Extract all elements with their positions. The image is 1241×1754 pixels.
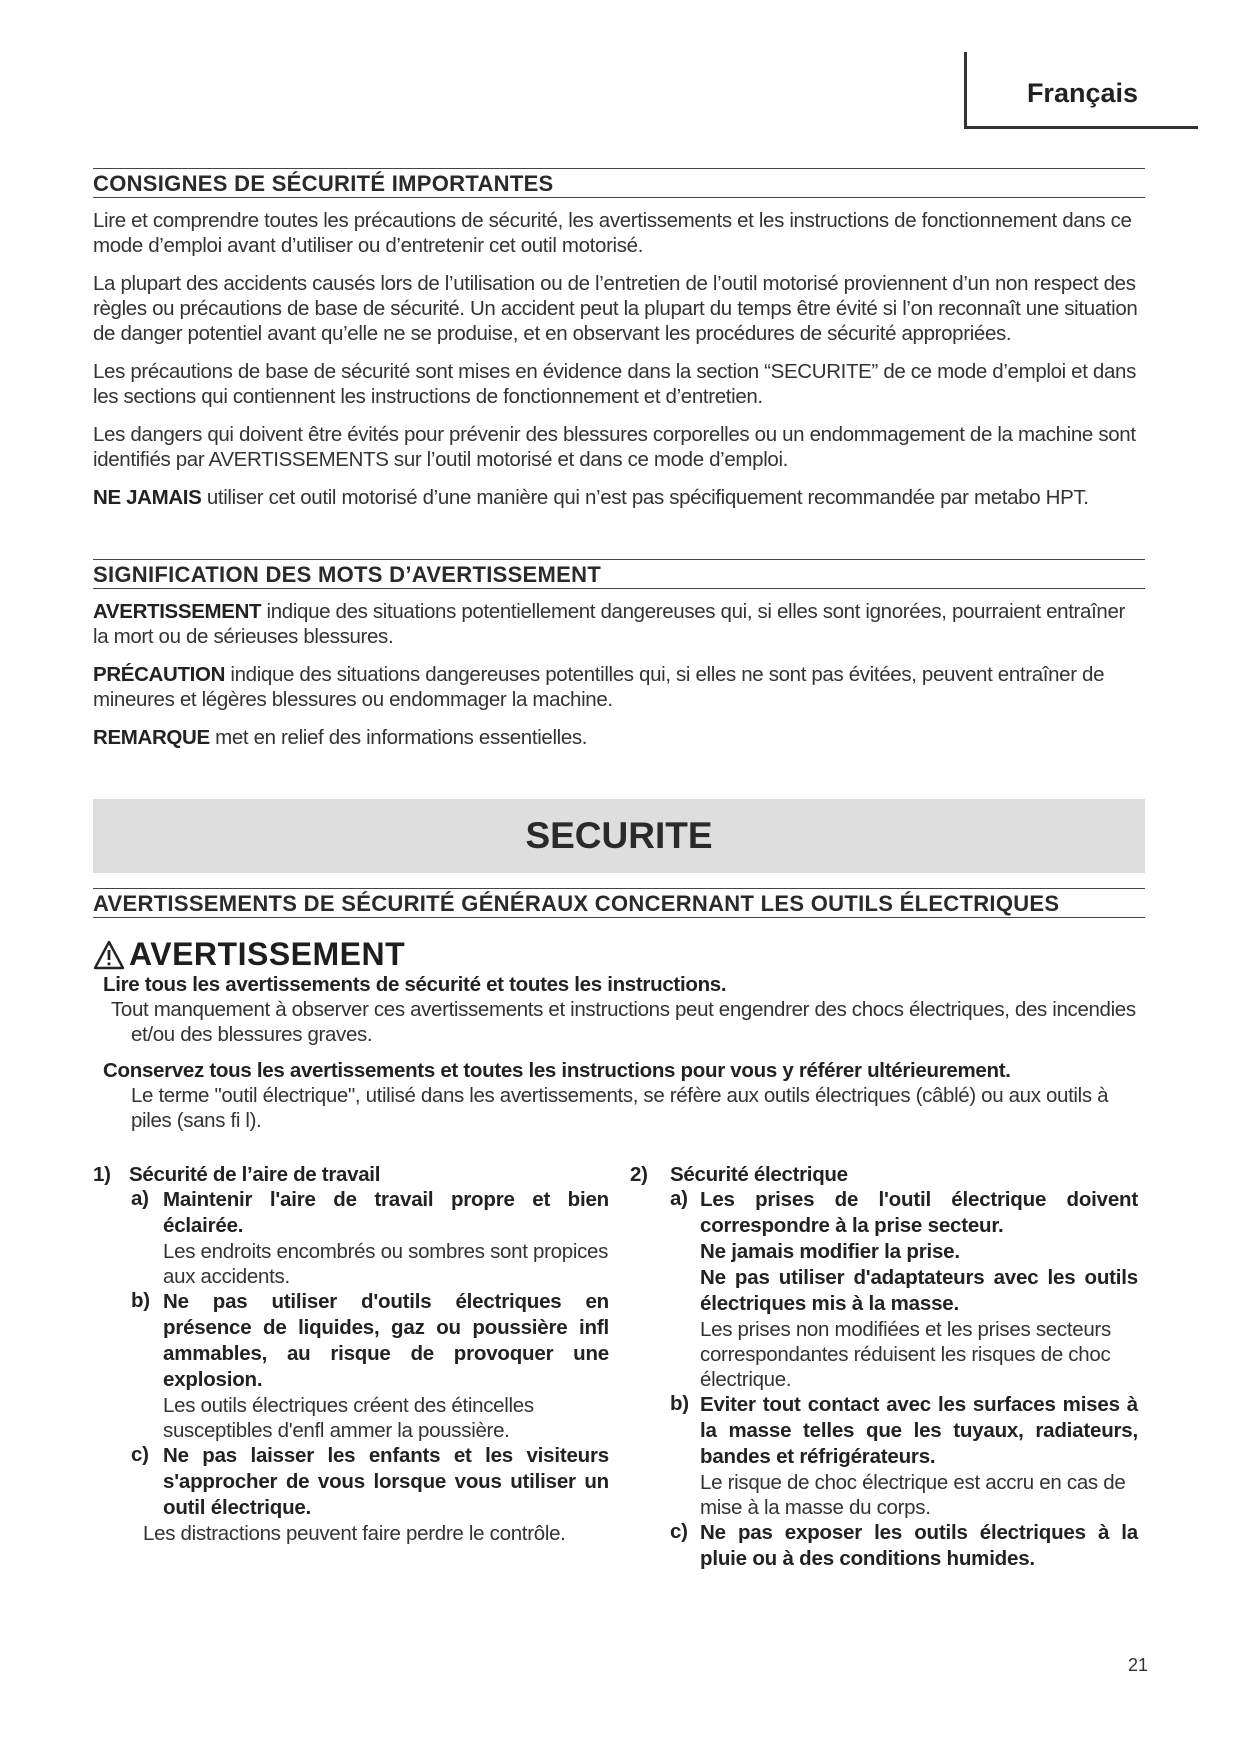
section-signal-words bbox=[93, 559, 1145, 750]
section-heading: CONSIGNES DE SÉCURITÉ IMPORTANTES bbox=[93, 168, 1145, 198]
item-title: Ne pas exposer les outils électriques à la pluie ou à des conditions humides. bbox=[700, 1521, 1138, 1570]
item-title: Ne jamais modifier la prise. bbox=[700, 1240, 960, 1263]
list-heading bbox=[630, 1163, 1138, 1187]
paragraph: Les dangers qui doivent être évités pour prévenir des blessures corporelles ou un endommagement de la machine sont identifiés par AVERTISSEMENTS sur l’outil motorisé et dans ce mode d’emploi. bbox=[93, 423, 1136, 471]
paragraph bbox=[93, 485, 1145, 510]
emphasis: REMARQUE bbox=[93, 726, 210, 749]
section-general-warnings bbox=[93, 888, 1145, 1133]
item-label: b) bbox=[670, 1392, 689, 1415]
emphasis: AVERTISSEMENT bbox=[93, 600, 262, 623]
warning-title: AVERTISSEMENT bbox=[129, 936, 406, 972]
language-label: Français bbox=[1026, 78, 1138, 108]
column-work-area-safety bbox=[93, 1163, 609, 1546]
item-text: Le risque de choc électrique est accru en cas de mise à la masse du corps. bbox=[700, 1471, 1126, 1519]
list-item bbox=[670, 1187, 1138, 1392]
page-number: 21 bbox=[1128, 1655, 1149, 1675]
item-title: Ne pas laisser les enfants et les visiteurs s'approcher de vous lorsque vous utiliser un outil électrique. bbox=[163, 1444, 609, 1519]
section-heading: AVERTISSEMENTS DE SÉCURITÉ GÉNÉRAUX CONCERNANT LES OUTILS ÉLECTRIQUES bbox=[93, 888, 1145, 918]
list-item bbox=[131, 1187, 609, 1289]
item-text: Les distractions peuvent faire perdre le contrôle. bbox=[143, 1522, 566, 1545]
paragraph: La plupart des accidents causés lors de l’utilisation ou de l’entretien de l’outil motorisé proviennent d’un non respect des règles ou précautions de base de sécurité. Un accident peut la plupart du temps être évité si l’on reconnaît une situation de danger potentiel avant qu’elle ne se produise, et en observant les procédures de sécurité appropriées. bbox=[93, 272, 1138, 345]
paragraph-text: indique des situations potentiellement dangereuses qui, si elles sont ignorées, pourraient entraîner la mort ou de sérieuses blessures. bbox=[93, 600, 1126, 648]
item-title: Ne pas utiliser d'adaptateurs avec les outils électriques mis à la masse. bbox=[700, 1266, 1138, 1315]
list-number: 2) bbox=[630, 1163, 648, 1186]
paragraph: Lire et comprendre toutes les précautions de sécurité, les avertissements et les instructions de fonctionnement dans ce mode d’emploi avant d’utiliser ou d’entretenir cet outil motorisé. bbox=[93, 209, 1132, 257]
language-tab bbox=[964, 52, 1198, 129]
item-title: Maintenir l'aire de travail propre et bien éclairée. bbox=[163, 1188, 609, 1237]
paragraph: Le terme "outil électrique", utilisé dans les avertissements, se réfère aux outils électriques (câblé) ou aux outils à piles (sans fi l). bbox=[131, 1084, 1109, 1132]
warning-header bbox=[93, 936, 1145, 973]
list-item bbox=[131, 1443, 609, 1546]
section-heading: SIGNIFICATION DES MOTS D’AVERTISSEMENT bbox=[93, 559, 1145, 589]
paragraph: Tout manquement à observer ces avertissements et instructions peut engendrer des chocs électriques, des incendies et/ou des blessures graves. bbox=[111, 998, 1136, 1046]
list-item bbox=[670, 1392, 1138, 1520]
item-label: a) bbox=[670, 1187, 688, 1210]
item-title: Les prises de l'outil électrique doivent correspondre à la prise secteur. bbox=[700, 1188, 1138, 1237]
warning-triangle-icon bbox=[93, 940, 125, 970]
read-all-heading: Lire tous les avertissements de sécurité et toutes les instructions. bbox=[103, 973, 727, 996]
item-label: c) bbox=[670, 1520, 688, 1543]
item-title: Eviter tout contact avec les surfaces mises à la masse telles que les tuyaux, radiateurs, bandes et réfrigérateurs. bbox=[700, 1393, 1138, 1468]
list-title: Sécurité de l’aire de travail bbox=[129, 1163, 381, 1186]
paragraph-text: met en relief des informations essentielles. bbox=[209, 726, 588, 749]
keep-all-heading: Conservez tous les avertissements et toutes les instructions pour vous y référer ultérieurement. bbox=[103, 1059, 1011, 1082]
emphasis: PRÉCAUTION bbox=[93, 663, 226, 686]
securite-banner: SECURITE bbox=[93, 799, 1145, 873]
item-text: Les outils électriques créent des étincelles susceptibles d'enfl ammer la poussière. bbox=[163, 1394, 534, 1442]
list-item bbox=[131, 1289, 609, 1443]
item-text: Les prises non modifiées et les prises secteurs correspondantes réduisent les risques de choc électrique. bbox=[700, 1318, 1111, 1391]
paragraph: Les précautions de base de sécurité sont mises en évidence dans la section “SECURITE” de ce mode d’emploi et dans les sections qui contiennent les instructions de fonctionnement et d’entretien. bbox=[93, 360, 1136, 408]
emphasis: NE JAMAIS bbox=[93, 486, 202, 509]
paragraph-text: indique des situations dangereuses potentilles qui, si elles ne sont pas évitées, peuvent entraîner de mineures et légères blessures ou endommager la machine. bbox=[93, 663, 1105, 711]
item-title: Ne pas utiliser d'outils électriques en présence de liquides, gaz ou poussière infl ammables, au risque de provoquer une explosion. bbox=[163, 1290, 609, 1391]
paragraph bbox=[93, 599, 1145, 649]
item-label: c) bbox=[131, 1443, 149, 1466]
paragraph-text: utiliser cet outil motorisé d’une manière qui n’est pas spécifiquement recommandée par metabo HPT. bbox=[201, 486, 1089, 509]
list-item bbox=[670, 1520, 1138, 1572]
column-electrical-safety bbox=[630, 1163, 1138, 1572]
item-label: a) bbox=[131, 1187, 149, 1210]
list-heading bbox=[93, 1163, 609, 1187]
section-important-safety bbox=[93, 168, 1145, 510]
list-title: Sécurité électrique bbox=[670, 1163, 848, 1186]
paragraph bbox=[93, 662, 1145, 712]
paragraph bbox=[93, 725, 1145, 750]
item-label: b) bbox=[131, 1289, 150, 1312]
list-number: 1) bbox=[93, 1163, 111, 1186]
item-text: Les endroits encombrés ou sombres sont propices aux accidents. bbox=[163, 1240, 609, 1288]
